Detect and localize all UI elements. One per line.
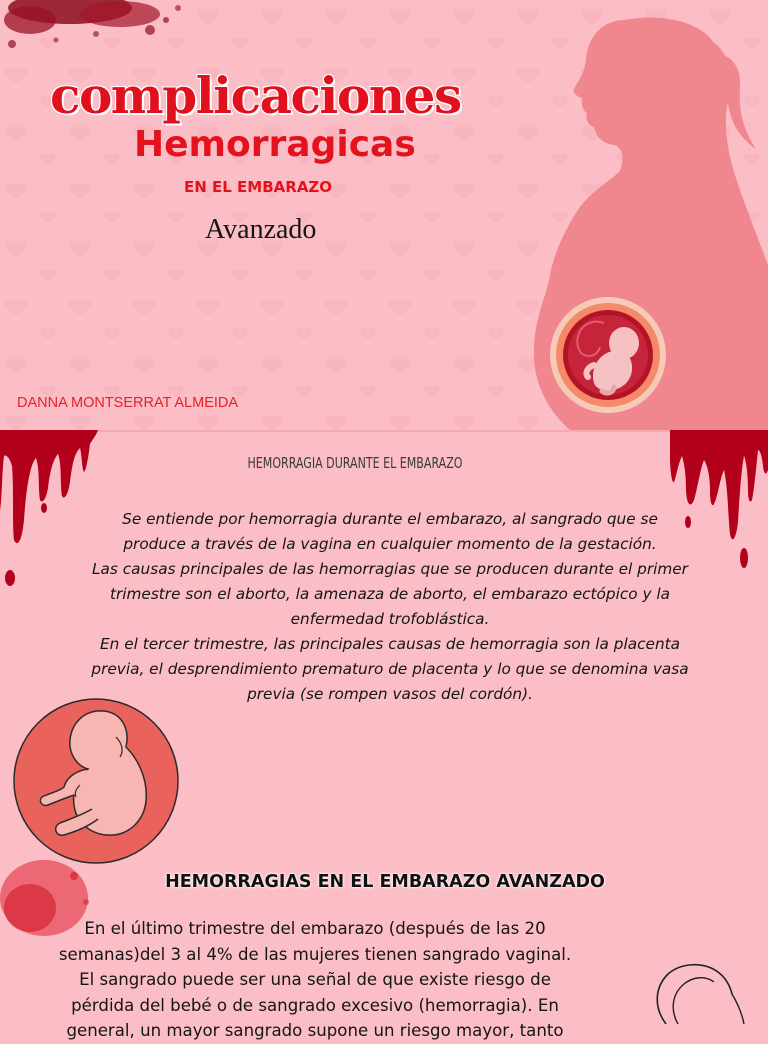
body-line: previa, el desprendimiento prematuro de placenta y lo que se denomina vasa bbox=[91, 660, 689, 678]
body-line: pérdida del bebé o de sangrado excesivo (hemorragia). En bbox=[71, 995, 559, 1015]
author-name: DANNA MONTSERRAT ALMEIDA bbox=[17, 395, 239, 411]
body-line: enfermedad trofoblástica. bbox=[290, 610, 490, 628]
body-line: previa (se rompen vasos del cordón). bbox=[247, 685, 533, 703]
page-title: complicaciones bbox=[50, 66, 461, 125]
body-line: semanas)del 3 al 4% de las mujeres tienen sangrado vaginal. bbox=[58, 944, 572, 964]
body-line: general, un mayor sangrado supone un riesgo mayor, tanto bbox=[66, 1021, 564, 1040]
body-line: produce a través de la vagina en cualquier momento de la gestación. bbox=[123, 535, 657, 553]
body-line: Se entiende por hemorragia durante el embarazo, al sangrado que se bbox=[122, 510, 658, 528]
woman-outline-icon bbox=[646, 960, 768, 1024]
blood-splatter-icon bbox=[0, 0, 190, 70]
section-body bbox=[30, 916, 600, 1044]
section-heading: HEMORRAGIA DURANTE EL EMBARAZO bbox=[247, 454, 463, 472]
page-subtitle: Hemorragicas bbox=[134, 124, 416, 165]
page-tagline: EN EL EMBARAZO bbox=[184, 178, 333, 196]
body-line: En el último trimestre del embarazo (después de las 20 bbox=[84, 919, 546, 938]
fetus-in-womb-icon bbox=[548, 295, 668, 415]
section-body bbox=[60, 507, 720, 707]
fetus-circle-icon bbox=[12, 697, 180, 865]
body-line: El sangrado puede ser una señal de que existe riesgo de bbox=[79, 970, 551, 989]
body-line: trimestre son el aborto, la amenaza de aborto, el embarazo ectópico y la bbox=[109, 585, 671, 603]
body-line: En el tercer trimestre, las principales causas de hemorragia son la placenta bbox=[99, 635, 681, 653]
section-heading: HEMORRAGIAS EN EL EMBARAZO AVANZADO bbox=[165, 872, 605, 892]
body-line: Las causas principales de las hemorragias que se producen durante el primer bbox=[92, 560, 688, 578]
stage-label: Avanzado bbox=[205, 214, 317, 245]
